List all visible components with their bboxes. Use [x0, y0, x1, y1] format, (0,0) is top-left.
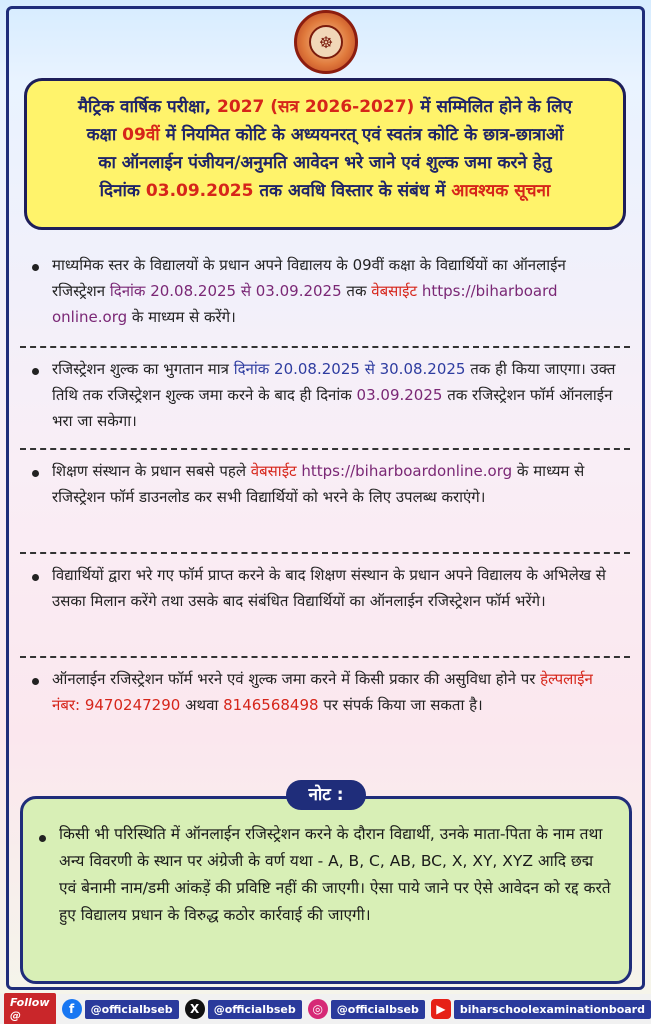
x-icon: X	[185, 999, 205, 1019]
list-item: रजिस्ट्रेशन शुल्क का भुगतान मात्र दिनांक 20.08.2025 से 30.08.2025 तक ही किया जाएगा। उक्त तिथि तक रजिस्ट्रेशन शुल्क जमा करने के बाद ही दिनांक 03.09.2025 तक रजिस्ट्रेशन फॉर्म ऑनलाईन भरा जा सकेगा।	[20, 348, 630, 450]
note-box	[20, 796, 632, 984]
instagram-icon: ◎	[308, 999, 328, 1019]
facebook-link[interactable]: f @officialbseb	[62, 999, 179, 1019]
website-link[interactable]: https://biharboardonline.org	[296, 462, 513, 480]
facebook-icon: f	[62, 999, 82, 1019]
header-line-1: मैट्रिक वार्षिक परीक्षा, 2027 (सत्र 2026-2027) में सम्मिलित होने के लिए	[77, 97, 573, 117]
list-item: ऑनलाईन रजिस्ट्रेशन फॉर्म भरने एवं शुल्क जमा करने में किसी प्रकार की असुविधा होने पर हेल्पलाईन नंबर: 9470247290 अथवा 8146568498 पर संपर्क किया जा सकता है।	[20, 658, 630, 762]
website-link[interactable]: https://biharboard online.org	[52, 282, 558, 326]
note-text: किसी भी परिस्थिति में ऑनलाईन रजिस्ट्रेशन करने के दौरान विद्यार्थी, उनके माता-पिता के नाम तथा अन्य विवरणी के स्थान पर अंग्रेजी के वर्ण यथा - A, B, C, AB, BC, X, XY, XYZ आदि छद्म एवं बेनामी नाम/डमी आंकड़ें की प्रविष्टि नहीं की जाएगी। ऐसा पाये जाने पर ऐसे आवेदन को रद्द करते हुए विद्यालय प्रधान के विरुद्ध कठोर कार्रवाई की जाएगी।	[59, 825, 611, 924]
bullet-dot	[39, 835, 46, 842]
youtube-icon: ▶	[431, 999, 451, 1019]
notice-header	[24, 78, 626, 230]
header-line-4: दिनांक 03.09.2025 तक अवधि विस्तार के संबंध में आवश्यक सूचना	[99, 181, 551, 201]
header-line-3: का ऑनलाईन पंजीयन/अनुमति आवेदन भरे जाने एवं शुल्क जमा करने हेतु	[98, 153, 552, 173]
instagram-link[interactable]: ◎ @officialbseb	[308, 999, 425, 1019]
bseb-logo	[294, 10, 358, 74]
list-item: शिक्षण संस्थान के प्रधान सबसे पहले वेबसाईट https://biharboardonline.org के माध्यम से रजिस्ट्रेशन फॉर्म डाउनलोड कर सभी विद्यार्थियों को भरने के लिए उपलब्ध कराएंगे।	[20, 450, 630, 554]
note-label: नोट :	[286, 780, 366, 810]
x-link[interactable]: X @officialbseb	[185, 999, 302, 1019]
header-line-2: कक्षा 09वीं में नियमित कोटि के अध्ययनरत् एवं स्वतंत्र कोटि के छात्र-छात्राओं	[86, 125, 564, 145]
list-item: माध्यमिक स्तर के विद्यालयों के प्रधान अपने विद्यालय के 09वीं कक्षा के विद्यार्थियों का ऑनलाईन रजिस्ट्रेशन दिनांक 20.08.2025 से 03.09.2025 तक वेबसाईट https://biharboard online.org के माध्यम से करेंगे।	[20, 244, 630, 348]
follow-label: Follow @	[4, 993, 56, 1024]
emblem-icon: ☸	[309, 25, 343, 59]
list-item: विद्यार्थियों द्वारा भरे गए फॉर्म प्राप्त करने के बाद शिक्षण संस्थान के प्रधान अपने विद्यालय के अभिलेख से उसका मिलान करेंगे तथा उसके बाद संबंधित विद्यार्थियों का ऑनलाईन रजिस्ट्रेशन फॉर्म भरेंगे।	[20, 554, 630, 658]
alternate-number: 8146568498	[223, 696, 319, 714]
youtube-link[interactable]: ▶ biharschoolexaminationboard	[431, 999, 651, 1019]
helpline-number: हेल्पलाईन नंबर: 9470247290	[52, 670, 593, 714]
social-footer	[0, 994, 651, 1024]
instruction-list	[20, 244, 630, 762]
